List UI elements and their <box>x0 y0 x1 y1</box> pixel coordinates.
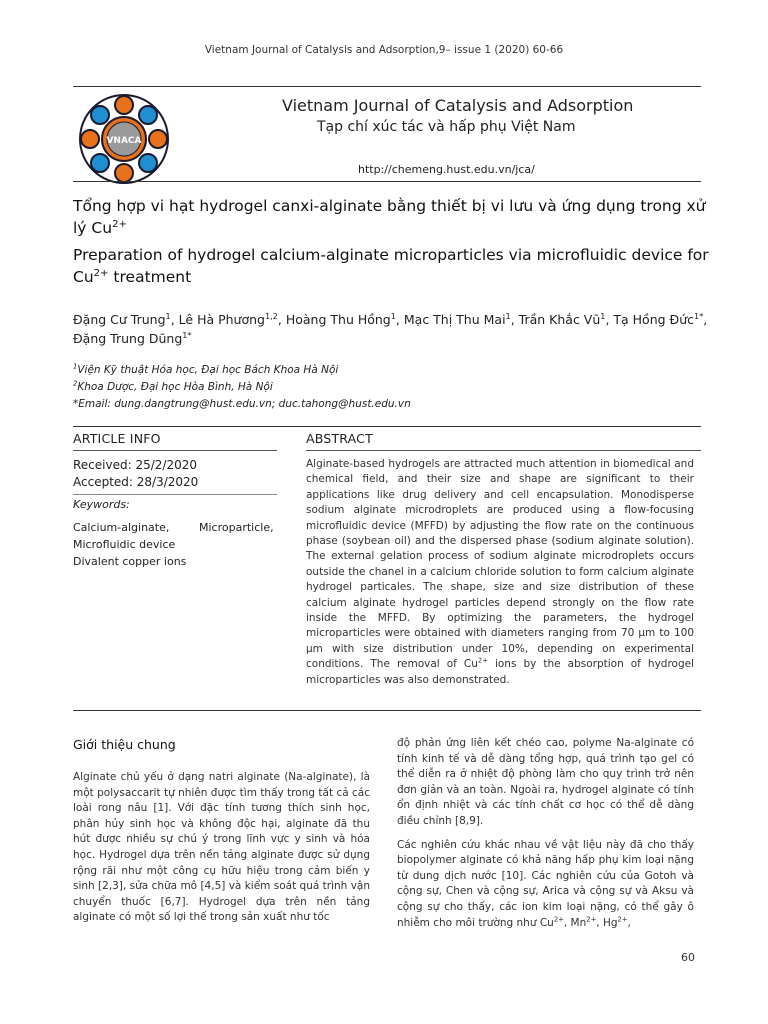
title-vietnamese: Tổng hợp vi hạt hydrogel canxi-alginate bằng thiết bị vi lưu và ứng dụng trong xử lý $Cu^{2+}$ <box>73 197 706 237</box>
keyword: Microparticle, <box>199 521 274 534</box>
vnaca-logo-icon <box>78 93 170 185</box>
author: Đặng Trung Dũng$^{1*}$ <box>73 329 192 346</box>
received-date: Received: 25/2/2020 <box>73 458 197 472</box>
keyword: Microfluidic device <box>73 538 176 551</box>
keywords-label: Keywords: <box>73 498 130 511</box>
abstract-heading: ABSTRACT <box>306 431 373 446</box>
info-bottom-rule <box>73 710 701 711</box>
keyword: Divalent copper ions <box>73 555 187 568</box>
author: Lê Hà Phương$^{1,2}$ <box>178 310 278 327</box>
journal-title: Vietnam Journal of Catalysis and Adsorption <box>282 96 634 115</box>
author: Đặng Cư Trung$^1$ <box>73 310 171 327</box>
intro-right-column <box>397 736 694 939</box>
journal-subtitle: Tạp chí xúc tác và hấp phụ Việt Nam <box>317 119 576 135</box>
intro-heading: Giới thiệu chung <box>73 737 176 752</box>
info-top-rule <box>73 426 701 427</box>
logo-text: VNACA <box>106 136 142 146</box>
running-head: Vietnam Journal of Catalysis and Adsorption,9– issue 1 (2020) 60-66 <box>204 44 564 56</box>
keywords-rule <box>73 494 277 495</box>
author: Mạc Thị Thu Mai$^1$ <box>403 310 511 327</box>
info-heading-rule-left <box>73 450 277 451</box>
masthead-rule <box>73 181 701 182</box>
title-english: Preparation of hydrogel calcium-alginate microparticles via microfluidic device for $Cu^{2+}$ treatment <box>73 246 709 286</box>
corresponding-email: *Email: dung.dangtrung@hust.edu.vn; duc.tahong@hust.edu.vn <box>73 398 411 410</box>
header-rule <box>73 86 701 87</box>
keyword: Calcium-alginate, <box>73 521 170 534</box>
affiliation-1: $^1$Viện Kỹ thuật Hóa học, Đại học Bách Khoa Hà Nội <box>73 362 339 376</box>
intro-paragraph: Các nghiên cứu khác nhau về vật liệu này đã cho thấy biopolymer alginate có khả năng hấp phụ kim loại nặng từ dung dịch nước [10]. Các nghiên cứu của Gotoh và cộng sự, Chen và cộng sự, Arica và cộng sự và Aksu và cộng sự cho thấy, các ion kim loại nặng, có thể gây ô nhiễm cho môi trường như $Cu^{2+}$, $Mn^{2+}$, $Hg^{2+}$, <box>397 838 694 929</box>
article-info-heading: ARTICLE INFO <box>73 431 161 446</box>
intro-paragraph: độ phản ứng liên kết chéo cao, polyme Na-alginate có tính kinh tế và dễ dàng tổng hợp, quá trình tạo gel có thể diễn ra ở nhiệt độ phòng làm cho quy trình trở nên đơn giản và an toàn. Ngoài ra, hydrogel alginate có tính ổn định nhiệt và các tính chất cơ học có thể dễ dàng điều chỉnh [8,9]. <box>397 737 694 827</box>
intro-left-column: Alginate chủ yếu ở dạng natri alginate (Na-alginate), là một polysaccarit tự nhiên được tìm thấy trong tất cả các loài rong nâu [1]. Với đặc tính tương thích sinh học, phân hủy sinh học và không độc hại, alginate đã thu hút được nhiều sự chú ý trong lĩnh vực y sinh và hóa học. Hydrogel dựa trên nền tảng alginate được sử dụng rộng rãi như một công cụ hữu hiệu trong cảm biến y sinh [2,3], sửa chữa mô [4,5] và kiểm soát quá trình vận chuyển thuốc [6,7]. Hydrogel dựa trên nền tảng alginate có một số lợi thế trong sản xuất như tốc <box>73 771 370 924</box>
author: Hoàng Thu Hồng$^1$ <box>285 310 396 327</box>
info-heading-rule-right <box>306 450 701 451</box>
journal-url-link[interactable]: http://chemeng.hust.edu.vn/jca/ <box>358 163 535 176</box>
author-list: Đặng Cư Trung$^1$, Lê Hà Phương$^{1,2}$, Hoàng Thu Hồng$^1$, Mạc Thị Thu Mai$^1$, Trần Khắc $Vũ^1$, Tạ Hồng Đức$^{1*}$, Đặng Trung Dũng$^{1*}$ <box>73 310 708 346</box>
author: Tạ Hồng Đức$^{1*}$ <box>613 310 704 327</box>
author: Trần Khắc $Vũ^1$ <box>518 310 606 327</box>
accepted-date: Accepted: 28/3/2020 <box>73 475 199 489</box>
page-number: 60 <box>681 951 695 964</box>
abstract-text: Alginate-based hydrogels are attracted much attention in biomedical and chemical field, and their size and shape are significant to their applications like drug delivery and cell encapsulation. Monodisperse sodium alginate microdroplets are produced using a flow-focusing microfluidic device (MFFD) by adjusting the flow rate on the continuous phase (soybean oil) and the dispersed phase (sodium alginate solution). The external gelation process of sodium alginate microdroplets occurs outside the chanel in a calcium chloride solution to form calcium alginate hydrogel particales. The shape, size and size distribution of these calcium alginate hydrogel particles depend strongly on the flow rate inside the MFFD. By optimizing the parameters, the hydrogel microparticles were obtained with diameters ranging from 70 µm to 100 µm with size distribution under 10%, depending on experimental conditions. The removal of $Cu^{2+}$ ions by the absorption of hydrogel microparticles was also demonstrated. <box>306 458 694 686</box>
affiliation-2: $^2$Khoa Dược, Đại học Hòa Bình, Hà Nội <box>73 379 273 393</box>
